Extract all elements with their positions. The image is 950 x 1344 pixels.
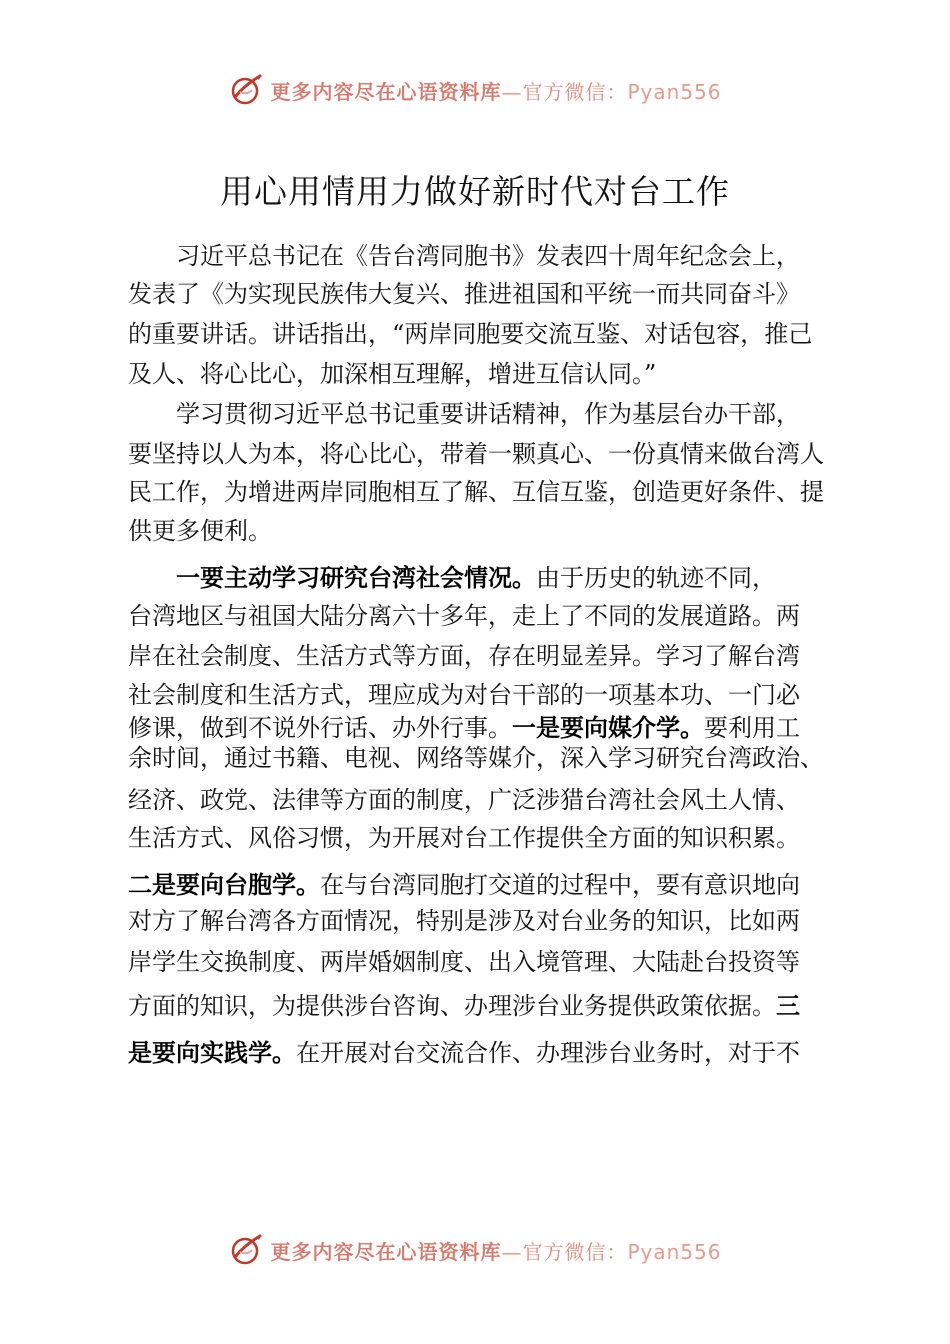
text-segment: 修课，做到不说外行话、办外行事。 (128, 714, 512, 742)
text-line (128, 869, 800, 901)
text-line (128, 515, 272, 547)
text-segment: 岸学生交换制度、两岸婚姻制度、出入境管理、大陆赴台投资等 (128, 948, 800, 976)
text-line (128, 600, 800, 632)
text-segment: 经济、政党、法律等方面的制度，广泛涉猎台湾社会风土人情、 (128, 786, 800, 814)
watermark-part1: 更多内容尽在心语资料库 (270, 1239, 502, 1264)
bold-heading-segment: 是要向实践学。 (128, 1039, 296, 1067)
watermark-part1: 更多内容尽在心语资料库 (270, 79, 502, 104)
text-segment: 民工作，为增进两岸同胞相互了解、互信互鉴，创造更好条件、提 (128, 478, 824, 506)
text-line (128, 438, 824, 470)
footer-watermark (0, 1232, 950, 1268)
text-line (128, 905, 800, 937)
text-line (176, 398, 800, 430)
text-segment: 及人、将心比心，加深相互理解，增进互信认同。” (128, 360, 657, 388)
text-segment: 台湾地区与祖国大陆分离六十多年，走上了不同的发展道路。两 (128, 602, 800, 630)
wechat-handle: Pyan556 (627, 79, 722, 104)
text-segment: 的重要讲话。讲话指出，“两岸同胞要交流互鉴、对话包容，推己 (128, 320, 813, 348)
text-segment: 由于历史的轨迹不同， (536, 564, 776, 592)
text-segment: 要利用工 (704, 714, 800, 742)
header-watermark (0, 72, 950, 108)
watermark-text (270, 1236, 721, 1265)
text-segment: 社会制度和生活方式，理应成为对台干部的一项基本功、一门必 (128, 681, 800, 709)
text-line (128, 822, 800, 854)
text-segment: 岸在社会制度、生活方式等方面，存在明显差异。学习了解台湾 (128, 642, 800, 670)
text-segment: 生活方式、风俗习惯，为开展对台工作提供全方面的知识积累。 (128, 824, 800, 852)
text-segment: 余时间，通过书籍、电视、网络等媒介，深入学习研究台湾政治、 (128, 744, 824, 772)
watermark-part2: —官方微信： (501, 1239, 628, 1264)
text-line (128, 742, 824, 774)
text-line (128, 784, 800, 816)
text-segment: 对方了解台湾各方面情况，特别是涉及对台业务的知识，比如两 (128, 907, 800, 935)
text-segment: 供更多便利。 (128, 517, 272, 545)
text-segment: 学习贯彻习近平总书记重要讲话精神，作为基层台办干部， (176, 400, 800, 428)
brand-logo-icon (228, 72, 264, 108)
text-line (128, 640, 800, 672)
text-segment: 在开展对台交流合作、办理涉台业务时，对于不 (296, 1039, 800, 1067)
bold-heading-segment: 一要主动学习研究台湾社会情况。 (176, 564, 536, 592)
text-segment: 发表了《为实现民族伟大复兴、推进祖国和平统一而共同奋斗》 (128, 280, 800, 308)
text-segment: 在与台湾同胞打交道的过程中，要有意识地向 (320, 871, 800, 899)
text-segment: 方面的知识，为提供涉台咨询、办理涉台业务提供政策依据。 (128, 992, 776, 1020)
text-line (128, 1037, 800, 1069)
wechat-handle: Pyan556 (627, 1239, 722, 1264)
text-line (128, 318, 812, 350)
text-line (176, 562, 776, 594)
text-line (128, 679, 800, 711)
text-line (128, 946, 800, 978)
watermark-part2: —官方微信： (501, 79, 628, 104)
text-segment: 要坚持以人为本，将心比心，带着一颗真心、一份真情来做台湾人 (128, 440, 824, 468)
text-line (176, 240, 800, 272)
text-line (128, 712, 800, 744)
text-line (128, 476, 824, 508)
bold-heading-segment: 三 (776, 992, 800, 1020)
text-segment: 习近平总书记在《告台湾同胞书》发表四十周年纪念会上， (176, 242, 800, 270)
bold-heading-segment: 二是要向台胞学。 (128, 871, 320, 899)
text-line (128, 358, 656, 390)
text-line (128, 990, 800, 1022)
bold-heading-segment: 一是要向媒介学。 (512, 714, 704, 742)
text-line (128, 278, 800, 310)
brand-logo-icon (228, 1232, 264, 1268)
watermark-text (270, 76, 721, 105)
page-title: 用心用情用力做好新时代对台工作 (220, 172, 730, 211)
